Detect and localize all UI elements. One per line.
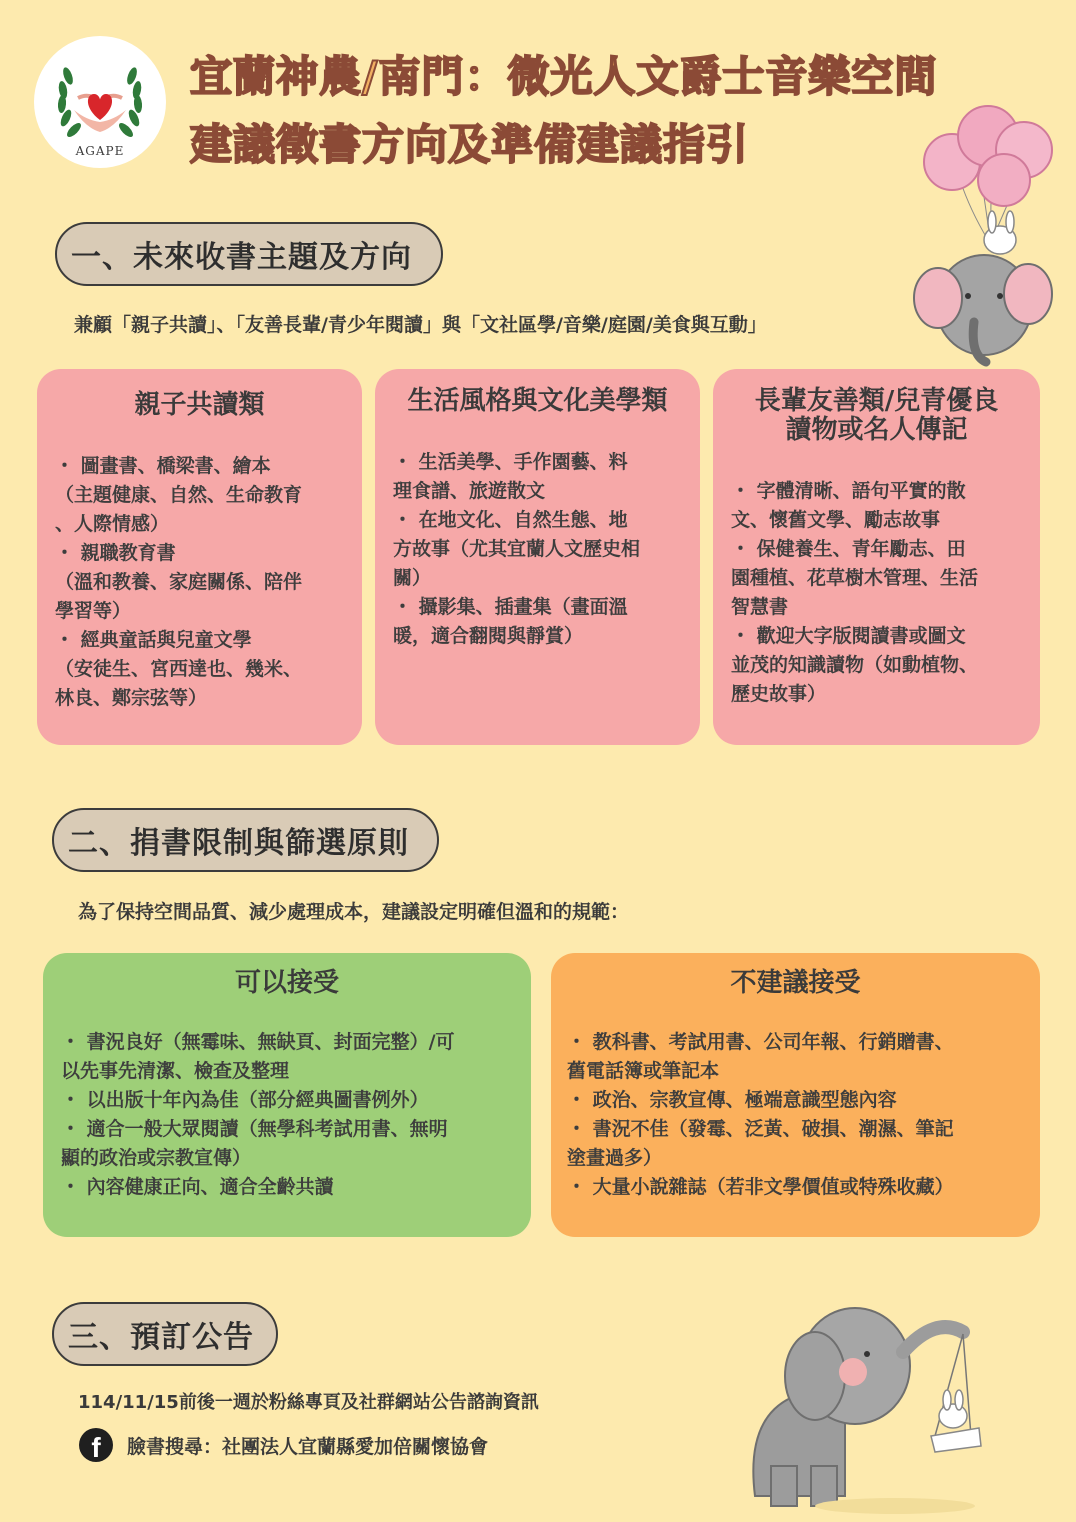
card-title: 長輩友善類/兒青優良 讀物或名人傳記	[754, 386, 999, 445]
section1-heading: 一、未來收書主題及方向	[55, 222, 443, 286]
card-body: ・ 生活美學、手作園藝、料 理食譜、旅遊散文 ・ 在地文化、自然生態、地 方故事（尤其宜蘭人文歷史相 關） ・ 攝影集、插畫集（畫面溫 暖，適合翻閱與靜賞）	[393, 451, 641, 647]
card-reject	[551, 953, 1040, 1237]
card-title: 親子共讀類	[134, 390, 265, 420]
elephant-bunny-icon	[735, 1296, 1035, 1516]
card-body: ・ 圖畫書、橋梁書、繪本 （主題健康、自然、生命教育 、人際情感） ・ 親職教育書 （溫和教養、家庭關係、陪伴 學習等） ・ 經典童話與兒童文學 （安徒生、宮西達也、幾米、 林良、鄭宗弦等）	[55, 455, 303, 709]
section3-heading: 三、預訂公告	[52, 1302, 278, 1366]
card-body: ・ 書況良好（無霉味、無缺頁、封面完整）/可 以先事先清潔、檢查及整理 ・ 以出版十年內為佳（部分經典圖書例外） ・ 適合一般大眾閱讀（無學科考試用書、無明 顯的政治或宗教宣傳） ・ 內容健康正向、適合全齡共讀	[61, 1031, 455, 1198]
card-parent-child	[37, 369, 362, 745]
page-title-line1: 宜蘭神農/南門：微光人文爵士音樂空間	[190, 52, 938, 101]
section1-intro: 兼顧「親子共讀」、「友善長輩/青少年閱讀」與「文社區學/音樂/庭園/美食與互動」	[74, 314, 767, 336]
section2-heading: 二、捐書限制與篩選原則	[52, 808, 439, 872]
card-accept	[43, 953, 531, 1237]
card-title: 不建議接受	[730, 968, 861, 998]
facebook-icon: f	[79, 1428, 113, 1462]
agape-logo	[34, 36, 166, 168]
facebook-search-text: 臉書搜尋：社團法人宜蘭縣愛加倍關懷協會	[127, 1436, 489, 1458]
announcement-text: 114/11/15前後一週於粉絲專頁及社群網站公告諮詢資訊	[78, 1392, 539, 1413]
card-body: ・ 教科書、考試用書、公司年報、行銷贈書、 舊電話簿或筆記本 ・ 政治、宗教宣傳、極端意識型態內容 ・ 書況不佳（發霉、泛黃、破損、潮濕、筆記 塗畫過多） ・ 大量小說雜誌（若非文學價值或特殊收藏）	[567, 1031, 954, 1198]
card-lifestyle	[375, 369, 700, 745]
page-title-line2: 建議徵書方向及準備建議指引	[190, 120, 750, 169]
card-elder-friendly	[713, 369, 1040, 745]
balloons-icon	[900, 100, 1070, 370]
logo-text: AGAPE	[75, 144, 125, 158]
card-title: 可以接受	[234, 968, 339, 998]
section2-intro: 為了保持空間品質、減少處理成本，建議設定明確但溫和的規範：	[78, 901, 630, 923]
card-body: ・ 字體清晰、語句平實的散 文、懷舊文學、勵志故事 ・ 保健養生、青年勵志、田 園種植、花草樹木管理、生活 智慧書 ・ 歡迎大字版閱讀書或圖文 並茂的知識讀物（如動植物、 歷史故事）	[731, 480, 979, 705]
card-title: 生活風格與文化美學類	[407, 386, 668, 416]
